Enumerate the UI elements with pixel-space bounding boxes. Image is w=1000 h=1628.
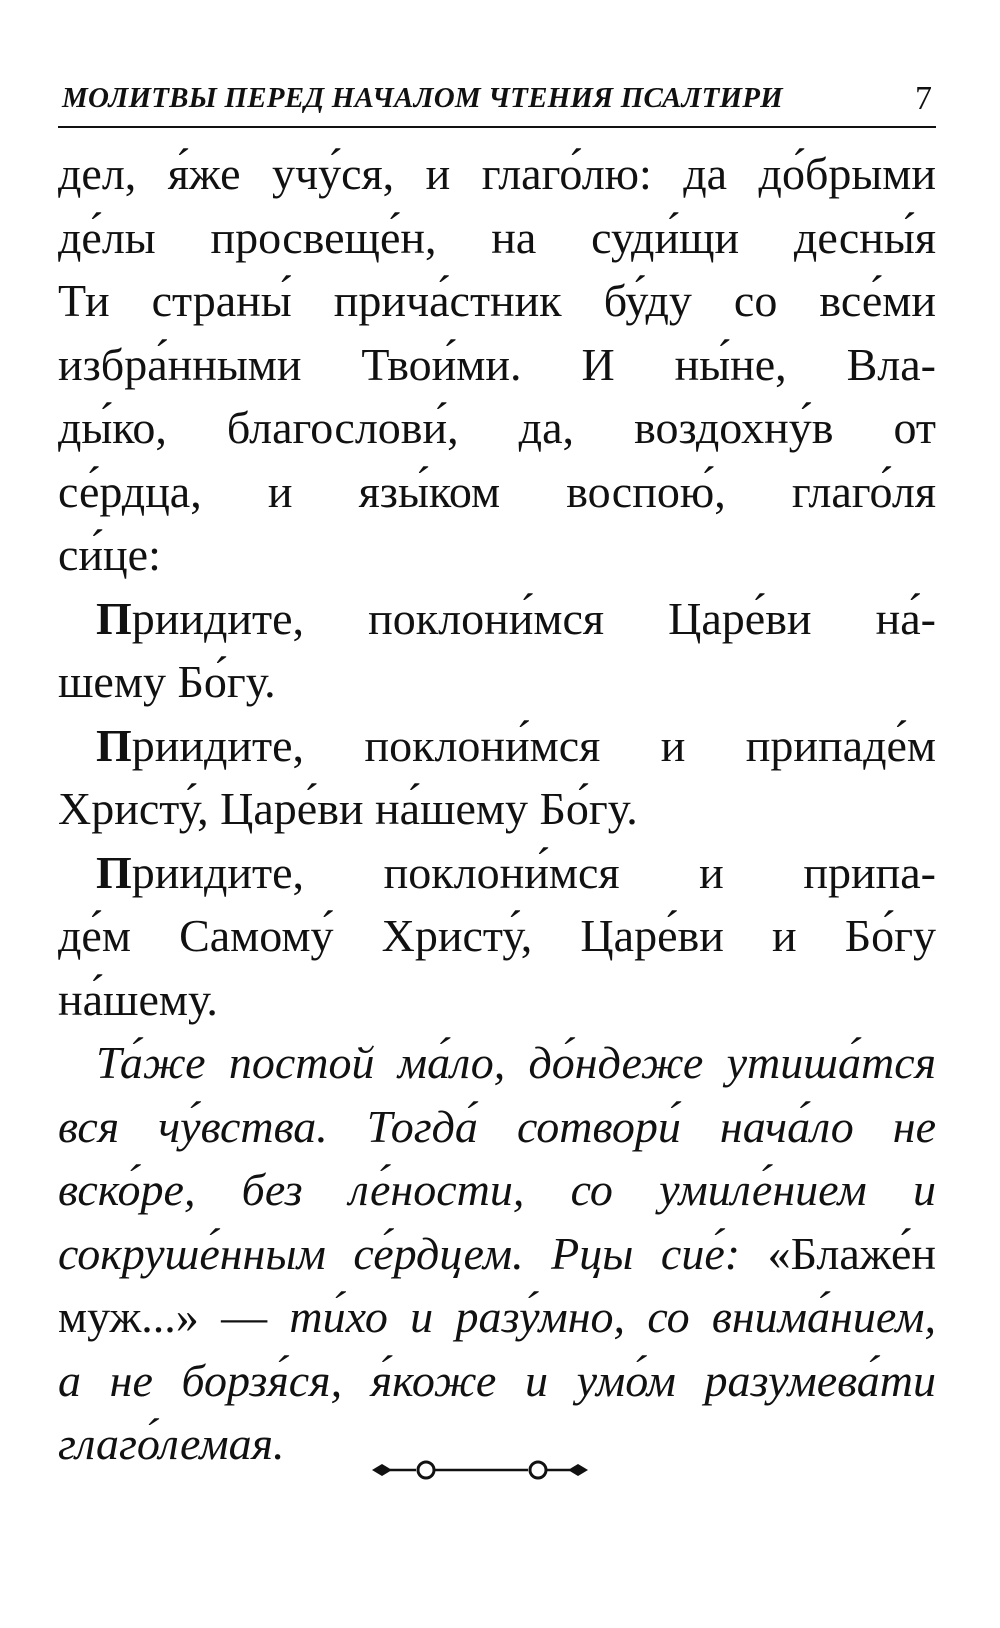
running-header <box>58 78 936 128</box>
text-line: избра́нными Твои́ми. И ны́не, Вла- <box>58 338 936 390</box>
text-line: Христу́, Царе́ви на́шему Бо́гу. <box>58 783 638 834</box>
rubric-line: а не борзя́ся, я́коже и умо́м разумева́ти <box>58 1354 936 1406</box>
rubric-line <box>58 1222 936 1286</box>
invocation-3 <box>58 841 936 1032</box>
invocation-2 <box>58 714 936 841</box>
text-line: си́це: <box>58 529 161 580</box>
rubric-line: вско́ре, без ле́ности, со умиле́нием и <box>58 1164 936 1215</box>
psalm-incipit-text: «Блаже́н <box>767 1227 936 1279</box>
book-page <box>58 0 936 1628</box>
invocation-first-line <box>58 841 936 905</box>
text-line: де́лы просвеще́н, на суди́щи десны́я <box>58 211 936 263</box>
invocation-1 <box>58 587 936 714</box>
invocation-text: риидите, поклони́мся Царе́ви на́- <box>131 592 936 644</box>
invocation-text: риидите, поклони́мся и припаде́м <box>131 719 936 771</box>
text-line: ды́ко, благослови́, да, воздохну́в от <box>58 402 936 453</box>
drop-initial: П <box>96 846 132 898</box>
psalm-incipit-text: муж...» — <box>58 1291 290 1342</box>
rubric-italic-text: сокруше́нным се́рдцем. Рцы сие́: <box>58 1227 768 1279</box>
text-line: шему Бо́гу. <box>58 656 276 707</box>
invocation-first-line <box>58 587 936 651</box>
running-title: МОЛИТВЫ ПЕРЕД НАЧАЛОМ ЧТЕНИЯ ПСАЛТИРИ <box>62 82 783 114</box>
rubric-line: Та́же постой ма́ло, до́ндеже утиша́тся <box>96 1037 936 1088</box>
flourish-ornament-icon <box>370 1455 590 1485</box>
text-line: се́рдца, и язы́ком воспою́, глаго́ля <box>58 465 936 517</box>
rubric-line: глаго́лемая. <box>58 1418 285 1469</box>
rubric-line <box>58 1285 936 1349</box>
text-line: дел, я́же учу́ся, и глаго́лю: да до́брыми <box>58 148 936 199</box>
rubric-line: вся чу́вства. Тогда́ сотвори́ нача́ло не <box>58 1100 936 1152</box>
page-number: 7 <box>915 80 932 117</box>
rubric-instruction <box>58 1031 936 1476</box>
invocation-first-line <box>58 714 936 778</box>
text-line: де́м Самому́ Христу́, Царе́ви и Бо́гу <box>58 910 936 961</box>
drop-initial: П <box>96 592 132 644</box>
page-body <box>58 142 936 1476</box>
invocation-text: риидите, поклони́мся и припа- <box>131 846 936 898</box>
prayer-continuation <box>58 142 936 587</box>
rubric-italic-text: ти́хо и разу́мно, со внима́нием, <box>289 1291 936 1342</box>
drop-initial: П <box>96 719 132 771</box>
text-line: на́шему. <box>58 973 218 1025</box>
text-line: Ти страны́ прича́стник бу́ду со все́ми <box>58 275 936 326</box>
